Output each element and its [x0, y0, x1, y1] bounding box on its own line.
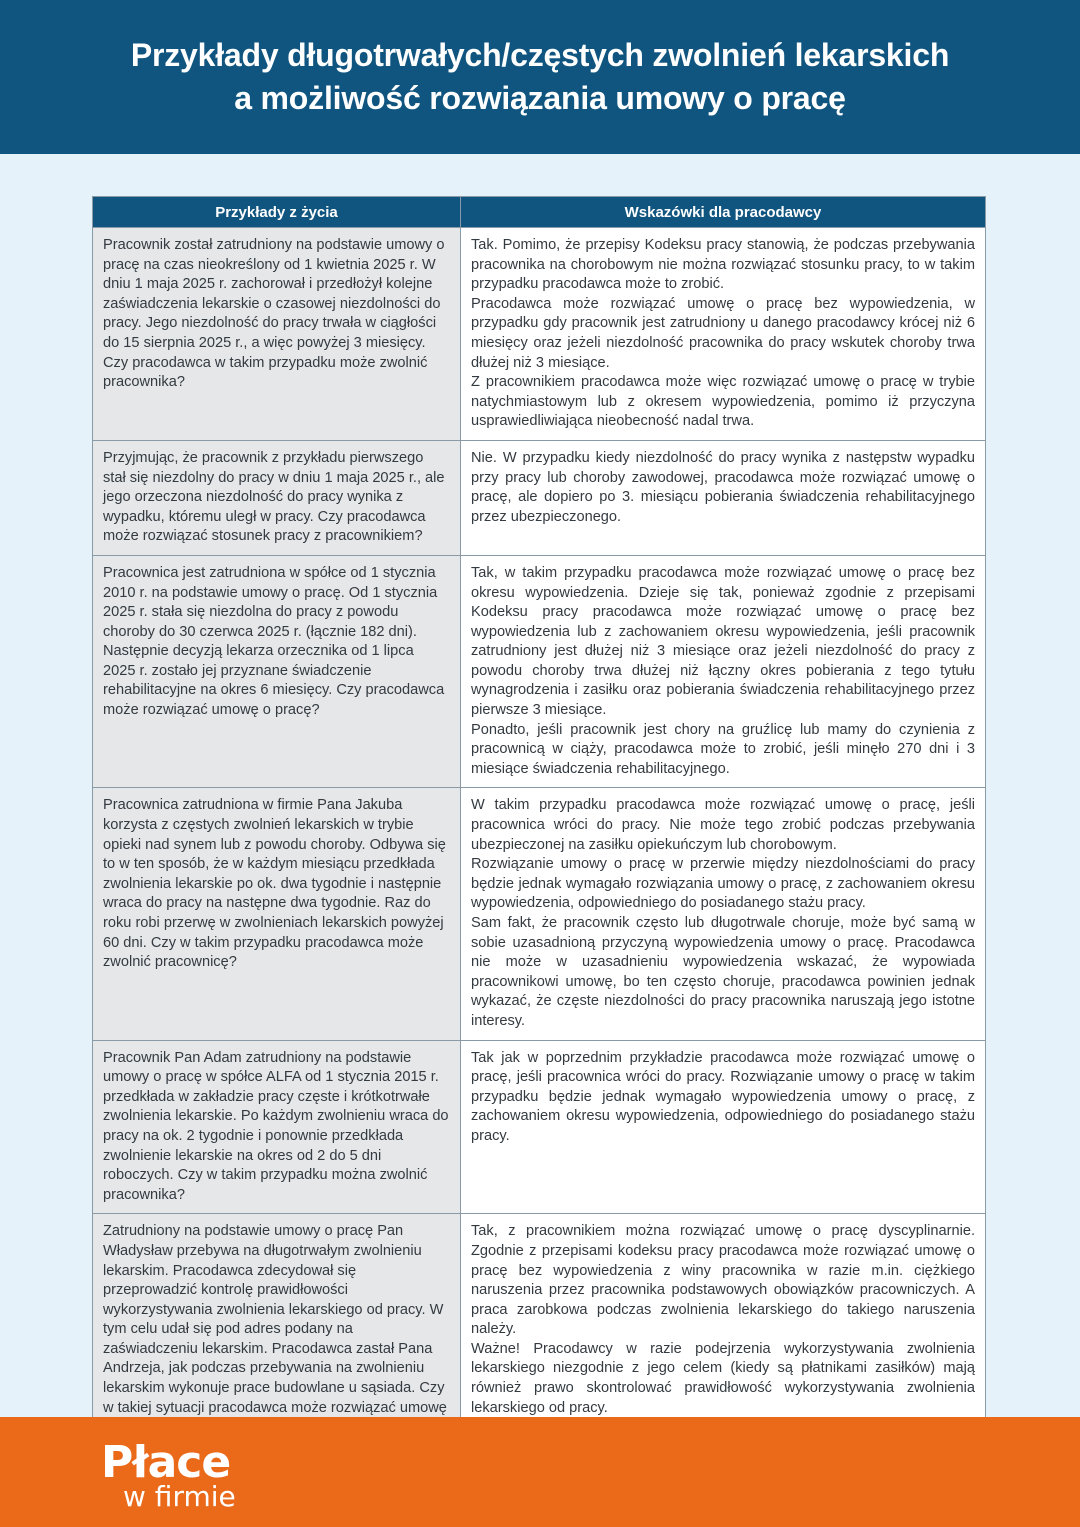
logo-word-w-firmie: w firmie — [123, 1480, 236, 1513]
example-cell: Pracownik Pan Adam zatrudniony na podstawie umowy o pracę w spółce ALFA od 1 stycznia 2015 r. przedkłada w zakładzie pracy częste i krótkotrwałe zwolnienia lekarskie. Po każdym zwolnieniu wraca do pracy na ok. 2 tygodnie i ponownie przedkłada zwolnienie lekarskie na okres od 2 do 5 dni roboczych. Czy w takim przypadku można zwolnić pracownika? — [93, 1040, 461, 1214]
guidance-paragraph: Pracodawca może rozwiązać umowę o pracę bez wypowiedzenia, w przypadku gdy pracownik jest zatrudniony u danego pracodawcy krócej niż 6 miesięcy oraz jeżeli niezdolność pracownika do pracy wskutek choroby trwa dłużej niż 3 miesiące. — [471, 295, 975, 371]
guidance-paragraph: Tak, w takim przypadku pracodawca może rozwiązać umowę o pracę bez okresu wypowiedzenia. Dzieje się tak, ponieważ zgodnie z przepisami Kodeksu pracy pracodawca może rozwiązać umowę o pracę bez wypowiedzenia lub z zachowaniem okresu wypowiedzenia, jeśli pracownik zatrudniony jest dłużej niż 3 miesiące oraz jeżeli niezdolność do pracy z powodu choroby trwa dłużej niż łączny okres pobierania z tego tytułu wynagrodzenia i zasiłku oraz pobierania świadczenia rehabilitacyjnego przez pierwsze 3 miesiące. — [471, 564, 975, 719]
guidance-paragraph: Tak jak w poprzednim przykładzie pracodawca może rozwiązać umowę o pracę, jeśli pracownica wróci do pracy. Rozwiązanie umowy o pracę w takim przypadku będzie jednak wymagało wypowiedzenia umowy o pracę, z zachowaniem okresu wypowiedzenia, odpowiedniego do posiadanego stażu pracy. — [471, 1049, 975, 1144]
logo-word-place: Płace — [101, 1437, 231, 1488]
example-cell: Pracownica jest zatrudniona w spółce od 1 stycznia 2010 r. na podstawie umowy o pracę. Od 1 stycznia 2025 r. stała się niezdolna do pracy z powodu choroby do 30 czerwca 2025 r. (łącznie 182 dni). Następnie decyzją lekarza orzecznika od 1 lipca 2025 r. zostało jej przyznane świadczenie rehabilitacyjne na okres 6 miesięcy. Czy pracodawca może rozwiązać umowę o pracę? — [93, 555, 461, 788]
examples-table — [92, 196, 986, 1447]
guidance-paragraph: Tak, z pracownikiem można rozwiązać umowę o pracę dyscyplinarnie. Zgodnie z przepisami kodeksu pracy pracodawca może rozwiązać umowę o pracę bez wypowiedzenia z winy pracownika w razie m.in. ciężkiego naruszenia przez pracownika podstawowych obowiązków pracowniczych. A praca zarobkowa podczas zwolnienia lekarskiego do takiego naruszenia należy. — [471, 1223, 975, 1338]
table-row — [93, 228, 986, 441]
guidance-paragraph: Ponadto, jeśli pracownik jest chory na gruźlicę lub mamy do czynienia z pracownicą w ciąży, pracodawca może to zrobić, jeśli minęło 270 dni i 3 miesiące świadczenia rehabilitacyjnego. — [471, 721, 975, 777]
page-footer — [0, 1417, 1080, 1527]
guidance-paragraph: Tak. Pomimo, że przepisy Kodeksu pracy stanowią, że podczas przebywania pracownika na chorobowym nie można rozwiązać stosunku pracy, to w takim przypadku pracodawca może to zrobić. — [471, 237, 975, 293]
example-cell: Przyjmując, że pracownik z przykładu pierwszego stał się niezdolny do pracy w dniu 1 maja 2025 r., ale jego orzeczona niezdolność do pracy wynika z wypadku, któremu uległ w pracy. Czy pracodawca może rozwiązać stosunek pracy z pracownikiem? — [93, 440, 461, 555]
guidance-cell — [461, 555, 986, 788]
guidance-cell — [461, 1214, 986, 1447]
table-row — [93, 555, 986, 788]
table-row — [93, 1214, 986, 1447]
example-cell: Zatrudniony na podstawie umowy o pracę Pan Władysław przebywa na długotrwałym zwolnieniu lekarskim. Pracodawca zdecydował się przeprowadzić kontrolę prawidłowości wykorzystywania zwolnienia lekarskiego od pracy. W tym celu udał się pod adres podany na zaświadczeniu lekarskim. Pracodawca zastał Pana Andrzeja, jak podczas przebywania na zwolnieniu lekarskim wykonuje prace budowlane u sąsiada. Czy w takiej sytuacji pracodawca może rozwiązać umowę — [93, 1214, 461, 1447]
guidance-cell — [461, 228, 986, 441]
table-row — [93, 440, 986, 555]
example-cell: Pracownica zatrudniona w firmie Pana Jakuba korzysta z częstych zwolnień lekarskich w trybie opieki nad synem lub z powodu choroby. Odbywa się to w ten sposób, że w każdym miesiącu przedkłada zwolnienia lekarskie po ok. dwa tygodnie i następnie wraca do pracy na następne dwa tygodnie. Raz do roku robi przerwę w zwolnieniach lekarskich powyżej 60 dni. Czy w takim przypadku pracodawca może zwolnić pracownicę? — [93, 788, 461, 1040]
guidance-paragraph: Rozwiązanie umowy o pracę w przerwie między niezdolnościami do pracy będzie jednak wymagało rozwiązania umowy o pracę, z zachowaniem okresu wypowiedzenia, odpowiedniego do posiadanego stażu pracy. — [471, 856, 975, 912]
guidance-paragraph: Z pracownikiem pracodawca może więc rozwiązać umowę o pracę w trybie natychmiastowym lub z okresem wypowiedzenia, pomimo iż przyczyna usprawiedliwiająca nieobecność nadal trwa. — [471, 374, 975, 430]
place-w-firmie-logo — [101, 1439, 241, 1519]
column-header-examples: Przykłady z życia — [93, 197, 461, 228]
table-row — [93, 1040, 986, 1214]
column-header-guidance: Wskazówki dla pracodawcy — [461, 197, 986, 228]
guidance-cell — [461, 788, 986, 1040]
guidance-cell — [461, 1040, 986, 1214]
guidance-paragraph: Sam fakt, że pracownik często lub długotrwale choruje, może być samą w sobie uzasadnioną przyczyną wypowiedzenia umowy o pracę. Pracodawca nie może w uzasadnieniu wypowiedzenia wskazać, że wypowiada pracownikowi umowę, bo ten często choruje, pracodawca powinien jednak wykazać, że częste niezdolności do pracy pracownika naruszają jego istotne interesy. — [471, 915, 975, 1029]
guidance-paragraph: W takim przypadku pracodawca może rozwiązać umowę o pracę, jeśli pracownica wróci do pracy. Nie może tego zrobić podczas przebywania ubezpieczonej na zasiłku opiekuńczym lub chorobowym. — [471, 797, 975, 853]
guidance-paragraph: Nie. W przypadku kiedy niezdolność do pracy wynika z następstw wypadku przy pracy lub choroby zawodowej, pracodawca może rozwiązać umowę o pracę, ale dopiero po 3. miesiącu pobierania świadczenia rehabilitacyjnego przez ubezpieczonego. — [471, 449, 975, 525]
page-header — [0, 0, 1080, 154]
page-title-line2: a możliwość rozwiązania umowy o pracę — [234, 80, 846, 116]
examples-table-wrapper — [92, 196, 985, 1447]
table-row — [93, 788, 986, 1040]
example-cell: Pracownik został zatrudniony na podstawie umowy o pracę na czas nieokreślony od 1 kwietnia 2025 r. W dniu 1 maja 2025 r. zachorował i przedłożył kolejne zaświadczenia lekarskie o czasowej niezdolności do pracy. Jego niezdolność do pracy trwała w ciągłości do 15 sierpnia 2025 r., a więc powyżej 3 miesięcy. Czy pracodawca w takim przypadku może zwolnić pracownika? — [93, 228, 461, 441]
page-title-line1: Przykłady długotrwałych/częstych zwolnień lekarskich — [130, 37, 950, 73]
guidance-cell — [461, 440, 986, 555]
guidance-paragraph: Ważne! Pracodawcy w razie podejrzenia wykorzystywania zwolnienia lekarskiego niezgodnie z jego celem (kiedy są płatnikami zasiłków) mają również prawo skontrolować prawidłowość wykorzystywania zwolnienia lekarskiego od pracy. — [471, 1340, 975, 1416]
table-header-row — [93, 197, 986, 228]
